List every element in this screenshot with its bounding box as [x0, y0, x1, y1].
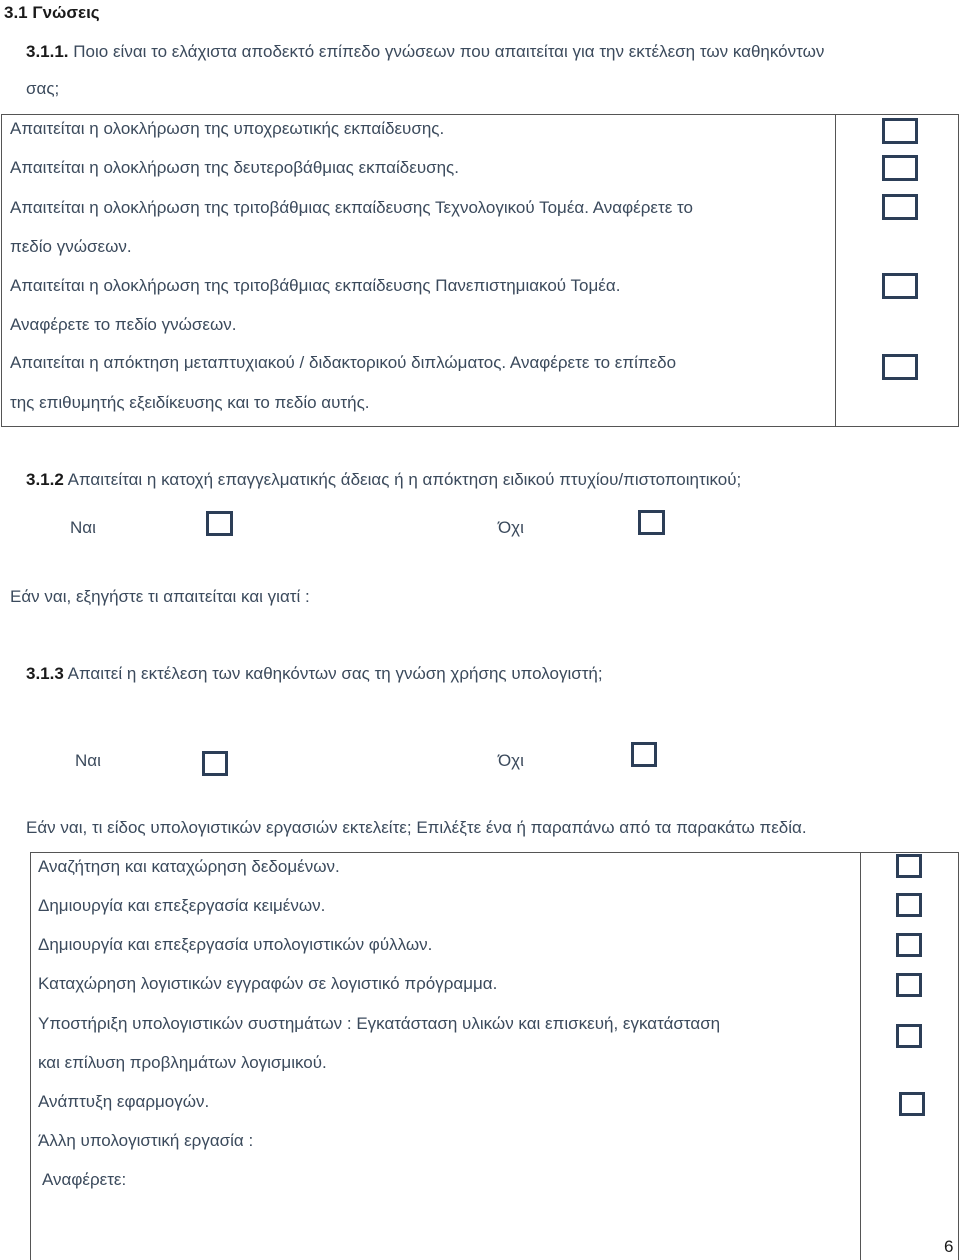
option-secondary-education: Απαιτείται η ολοκλήρωση της δευτεροβάθμιας εκπαίδευσης. — [10, 158, 459, 177]
checkbox-systems-support[interactable] — [896, 1024, 922, 1048]
task-app-development: Ανάπτυξη εφαρμογών. — [38, 1092, 210, 1111]
question-3-1-3 — [26, 663, 603, 685]
task-spreadsheets: Δημιουργία και επεξεργασία υπολογιστικών φύλλων. — [38, 935, 433, 954]
task-other-specify: Αναφέρετε: — [42, 1170, 127, 1189]
computer-no-checkbox[interactable] — [631, 742, 657, 767]
checkbox-technological-tertiary[interactable] — [882, 194, 918, 220]
checkbox-app-development[interactable] — [899, 1092, 925, 1116]
computer-yes-checkbox[interactable] — [202, 751, 228, 776]
task-data-entry: Αναζήτηση και καταχώρηση δεδομένων. — [38, 857, 340, 876]
license-explain-prompt: Εάν ναι, εξηγήστε τι απαιτείται και γιατί : — [10, 587, 310, 606]
checkbox-secondary-education[interactable] — [882, 155, 918, 181]
yes-label: Ναι — [70, 518, 96, 537]
question-3-1-1 — [26, 41, 824, 63]
checkbox-university-tertiary[interactable] — [882, 273, 918, 299]
question-number: 3.1.1. — [26, 42, 69, 61]
page-number: 6 — [944, 1237, 954, 1256]
question-number: 3.1.2 — [26, 470, 64, 489]
checkbox-compulsory-education[interactable] — [882, 118, 918, 144]
task-systems-support: Υποστήριξη υπολογιστικών συστημάτων : Εγκατάσταση υλικών και επισκευή, εγκατάσταση — [38, 1014, 721, 1033]
task-other: Άλλη υπολογιστική εργασία : — [38, 1131, 254, 1150]
question-text: Ποιο είναι το ελάχιστα αποδεκτό επίπεδο γνώσεων που απαιτείται για την εκτέλεση των καθηκόντων — [73, 42, 825, 61]
option-university-tertiary-cont: Αναφέρετε το πεδίο γνώσεων. — [10, 315, 237, 334]
checkbox-word-processing[interactable] — [896, 893, 922, 917]
task-accounting-entries: Καταχώρηση λογιστικών εγγραφών σε λογιστικό πρόγραμμα. — [38, 974, 498, 993]
task-systems-support-cont: και επίλυση προβλημάτων λογισμικού. — [38, 1053, 327, 1072]
table-divider — [835, 114, 836, 427]
option-technological-tertiary-cont: πεδίο γνώσεων. — [10, 237, 132, 256]
option-compulsory-education: Απαιτείται η ολοκλήρωση της υποχρεωτικής εκπαίδευσης. — [10, 119, 445, 138]
no-label: Όχι — [498, 518, 524, 537]
option-technological-tertiary: Απαιτείται η ολοκλήρωση της τριτοβάθμιας εκπαίδευσης Τεχνολογικού Τομέα. Αναφέρετε το — [10, 198, 693, 217]
checkbox-postgraduate[interactable] — [882, 354, 918, 380]
option-postgraduate-cont: της επιθυμητής εξειδίκευσης και το πεδίο αυτής. — [10, 393, 370, 412]
option-university-tertiary: Απαιτείται η ολοκλήρωση της τριτοβάθμιας εκπαίδευσης Πανεπιστημιακού Τομέα. — [10, 276, 621, 295]
checkbox-spreadsheets[interactable] — [896, 933, 922, 957]
question-3-1-2 — [26, 469, 741, 491]
checkbox-data-entry[interactable] — [896, 854, 922, 878]
computer-tasks-prompt: Εάν ναι, τι είδος υπολογιστικών εργασιών εκτελείτε; Επιλέξτε ένα ή παραπάνω από τα παρακάτω πεδία. — [26, 818, 807, 837]
checkbox-accounting-entries[interactable] — [896, 973, 922, 997]
section-title: 3.1 Γνώσεις — [4, 3, 100, 22]
question-text: Απαιτεί η εκτέλεση των καθηκόντων σας τη γνώση χρήσης υπολογιστή; — [67, 664, 603, 683]
no-label: Όχι — [498, 751, 524, 770]
option-postgraduate: Απαιτείται η απόκτηση μεταπτυχιακού / διδακτορικού διπλώματος. Αναφέρετε το επίπεδο — [10, 353, 677, 372]
question-number: 3.1.3 — [26, 664, 64, 683]
yes-label: Ναι — [75, 751, 101, 770]
question-text-continued: σας; — [26, 79, 60, 98]
question-text: Απαιτείται η κατοχή επαγγελματικής άδειας ή η απόκτηση ειδικού πτυχίου/πιστοποιητικού; — [67, 470, 742, 489]
table-divider — [860, 852, 861, 1260]
task-word-processing: Δημιουργία και επεξεργασία κειμένων. — [38, 896, 326, 915]
license-yes-checkbox[interactable] — [206, 511, 233, 536]
license-no-checkbox[interactable] — [638, 510, 665, 535]
